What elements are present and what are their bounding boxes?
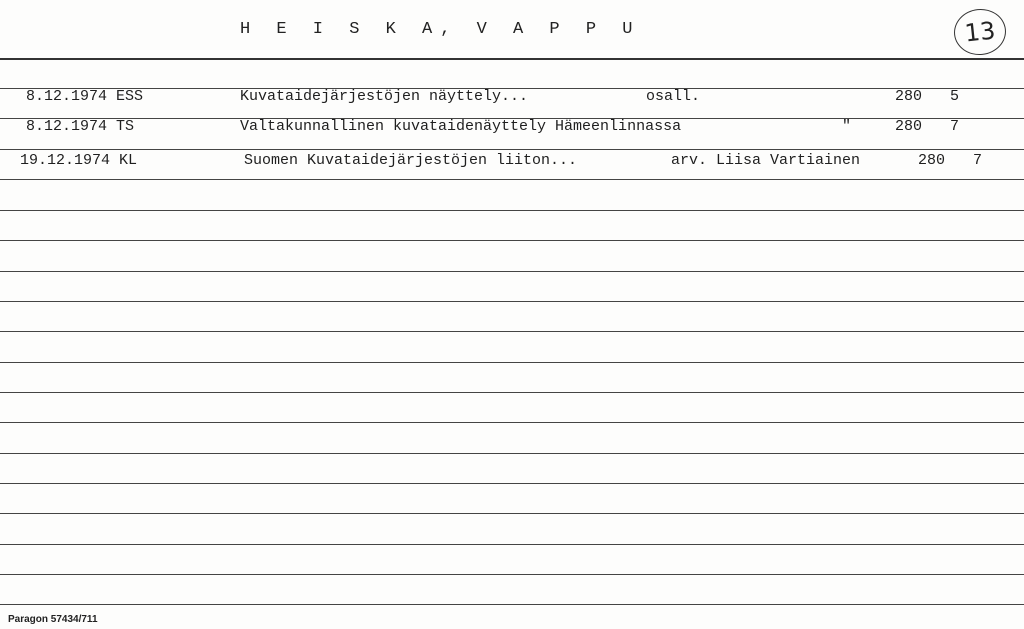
- entry-title: Valtakunnallinen kuvataidenäyttely Hämeenlinnassa: [240, 118, 682, 135]
- entry-number: 5: [950, 88, 960, 105]
- ruled-line: [0, 149, 1024, 150]
- header-rule: [0, 58, 1024, 60]
- ruled-line: [0, 210, 1024, 211]
- ruled-line: [0, 392, 1024, 393]
- ruled-line: [0, 240, 1024, 241]
- ruled-line: [0, 301, 1024, 302]
- entry-date-source: 8.12.1974 TS: [26, 118, 135, 135]
- ruled-line: [0, 453, 1024, 454]
- ruled-line: [0, 604, 1024, 605]
- card-heading-name: H E I S K A, V A P P U: [240, 20, 641, 39]
- entry-title: Kuvataidejärjestöjen näyttely...: [240, 88, 529, 105]
- entry-note: arv. Liisa Vartiainen: [671, 152, 861, 169]
- card-number-circled: 13: [952, 6, 1009, 57]
- entry-date-source: 8.12.1974 ESS: [26, 88, 144, 105]
- card-entry: [0, 152, 1024, 180]
- ruled-line: [0, 362, 1024, 363]
- entry-note: ": [842, 118, 852, 135]
- ruled-line: [0, 483, 1024, 484]
- card-entry: [0, 88, 1024, 116]
- entry-code: 280: [895, 118, 923, 135]
- entry-number: 7: [950, 118, 960, 135]
- entry-date-source: 19.12.1974 KL: [20, 152, 138, 169]
- entry-number: 7: [973, 152, 983, 169]
- ruled-line: [0, 513, 1024, 514]
- ruled-line: [0, 574, 1024, 575]
- entry-code: 280: [918, 152, 946, 169]
- ruled-line: [0, 422, 1024, 423]
- entry-title: Suomen Kuvataidejärjestöjen liiton...: [244, 152, 578, 169]
- ruled-line: [0, 271, 1024, 272]
- ruled-line: [0, 331, 1024, 332]
- entry-code: 280: [895, 88, 923, 105]
- ruled-line: [0, 544, 1024, 545]
- entry-note: osall.: [646, 88, 701, 105]
- print-code-footer: Paragon 57434/711: [8, 614, 98, 625]
- card-entry: [0, 118, 1024, 146]
